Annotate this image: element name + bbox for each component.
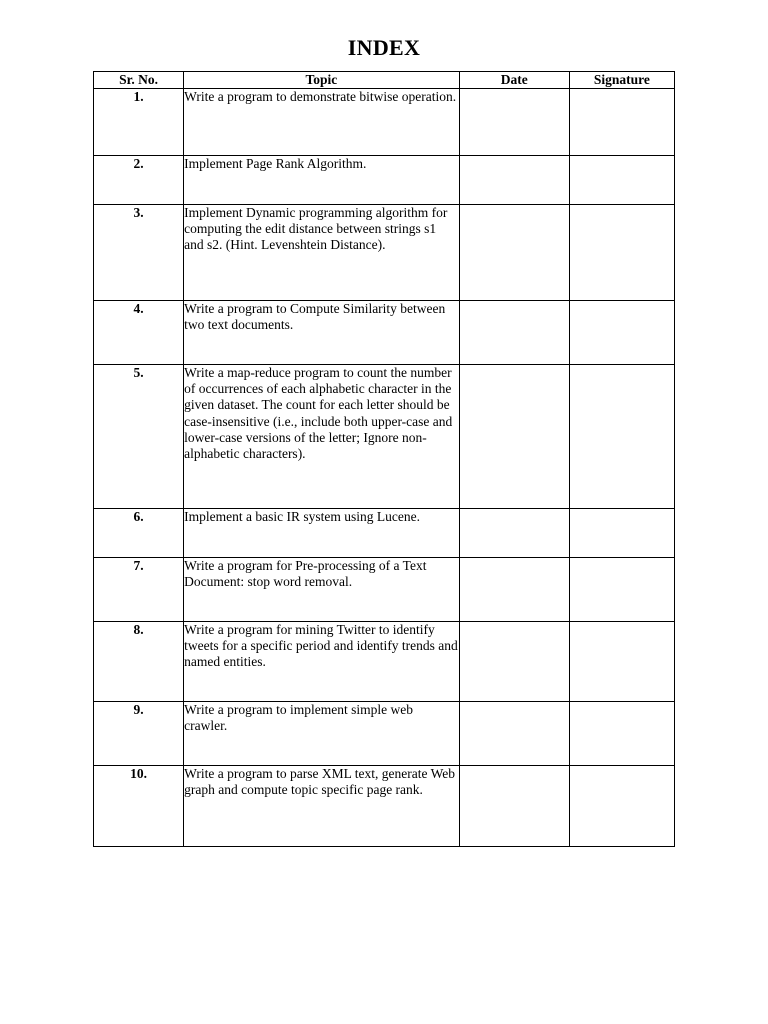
table-row — [94, 89, 675, 156]
date-cell — [459, 301, 569, 365]
table-row — [94, 766, 675, 847]
topic-cell: Write a program to demonstrate bitwise operation. — [184, 89, 459, 156]
signature-cell — [569, 205, 674, 301]
signature-cell — [569, 702, 674, 766]
sr-no-cell: 3. — [94, 205, 184, 301]
sr-no-cell: 1. — [94, 89, 184, 156]
date-cell — [459, 365, 569, 509]
signature-cell — [569, 365, 674, 509]
sr-no-cell: 9. — [94, 702, 184, 766]
sr-no-cell: 4. — [94, 301, 184, 365]
date-cell — [459, 156, 569, 205]
sr-no-cell: 8. — [94, 622, 184, 702]
signature-cell — [569, 89, 674, 156]
table-row — [94, 509, 675, 558]
topic-cell: Implement Dynamic programming algorithm for computing the edit distance between strings s1 and s2. (Hint. Levenshtein Distance). — [184, 205, 459, 301]
date-cell — [459, 766, 569, 847]
topic-cell: Write a program to implement simple web crawler. — [184, 702, 459, 766]
topic-cell: Write a program for Pre-processing of a Text Document: stop word removal. — [184, 558, 459, 622]
header-sr-no: Sr. No. — [94, 72, 184, 89]
table-row — [94, 558, 675, 622]
signature-cell — [569, 509, 674, 558]
topic-cell: Write a map-reduce program to count the number of occurrences of each alphabetic character in the given dataset. The count for each letter should be case-insensitive (i.e., include both upper-case and lower-case versions of the letter; Ignore non-alphabetic characters). — [184, 365, 459, 509]
header-topic: Topic — [184, 72, 459, 89]
table-row — [94, 156, 675, 205]
table-row — [94, 365, 675, 509]
table-row — [94, 205, 675, 301]
sr-no-cell: 6. — [94, 509, 184, 558]
table-row — [94, 622, 675, 702]
date-cell — [459, 702, 569, 766]
header-date: Date — [459, 72, 569, 89]
sr-no-cell: 5. — [94, 365, 184, 509]
topic-cell: Implement Page Rank Algorithm. — [184, 156, 459, 205]
signature-cell — [569, 156, 674, 205]
date-cell — [459, 205, 569, 301]
date-cell — [459, 89, 569, 156]
sr-no-cell: 7. — [94, 558, 184, 622]
signature-cell — [569, 766, 674, 847]
date-cell — [459, 558, 569, 622]
date-cell — [459, 622, 569, 702]
sr-no-cell: 10. — [94, 766, 184, 847]
page-title: INDEX — [347, 35, 421, 60]
header-signature: Signature — [569, 72, 674, 89]
table-header-row — [94, 72, 675, 89]
table-row — [94, 301, 675, 365]
sr-no-cell: 2. — [94, 156, 184, 205]
topic-cell: Write a program to Compute Similarity between two text documents. — [184, 301, 459, 365]
topic-cell: Write a program for mining Twitter to identify tweets for a specific period and identify trends and named entities. — [184, 622, 459, 702]
date-cell — [459, 509, 569, 558]
topic-cell: Write a program to parse XML text, generate Web graph and compute topic specific page rank. — [184, 766, 459, 847]
signature-cell — [569, 301, 674, 365]
topic-cell: Implement a basic IR system using Lucene. — [184, 509, 459, 558]
table-row — [94, 702, 675, 766]
signature-cell — [569, 622, 674, 702]
index-table — [93, 71, 675, 847]
signature-cell — [569, 558, 674, 622]
